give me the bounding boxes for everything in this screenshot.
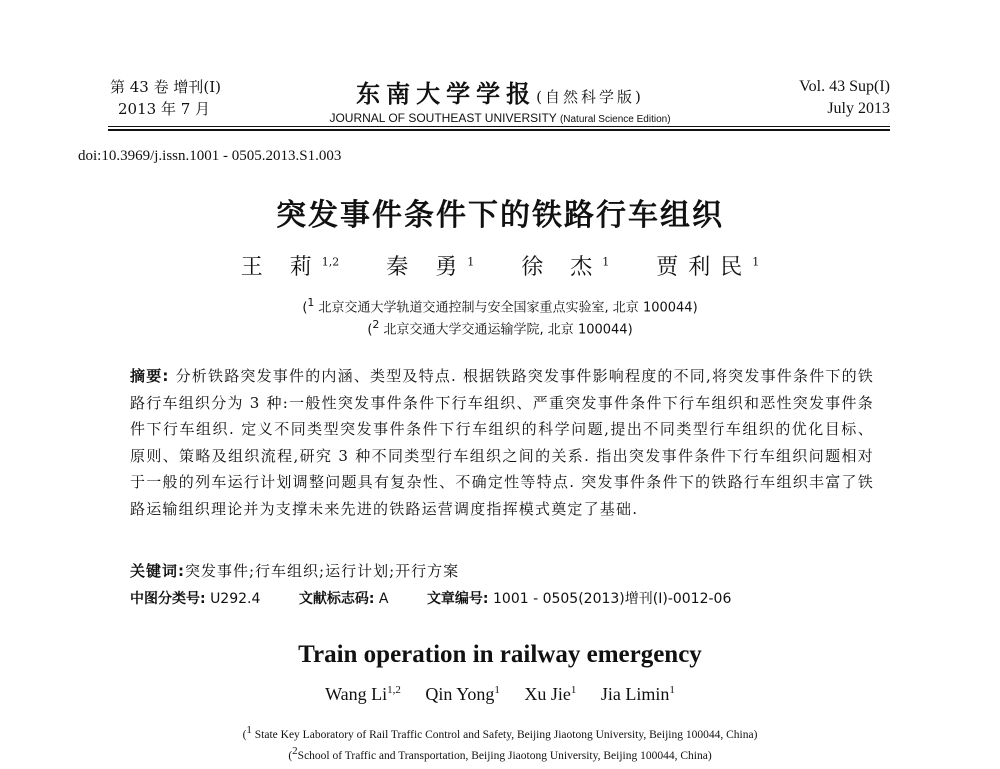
affiliation-en-1: ($^1$ State Key Laboratory of Rail Traffic Control and Safety, Beijing Jiaotong University, Beijing 100044, China) — [242, 724, 758, 741]
paper-title-cn: 突发事件条件下的铁路行车组织 — [276, 198, 724, 233]
journal-edition-en: (Natural Science Edition) — [559, 114, 671, 125]
keywords-text: 突发事件;行车组织;运行计划;开行方案 — [185, 562, 460, 580]
doi: doi:10.3969/j.issn.1001 - 0505.2013.S1.003 — [78, 148, 342, 164]
article-no-value: 1001 - 0505(2013)增刊(I)-0012-06 — [493, 591, 732, 607]
abstract-label: 摘要: — [130, 367, 170, 385]
header-date-cn: 2013 年 7 月 — [118, 100, 211, 118]
journal-name-en: JOURNAL OF SOUTHEAST UNIVERSITY — [329, 111, 557, 125]
author-en: Jia Limin$^1$ — [600, 684, 675, 704]
author-cn: 贾利民$^1$ — [656, 255, 760, 280]
author-cn: 秦 勇$^1$ — [386, 255, 475, 280]
clc-value: U292.4 — [210, 591, 261, 607]
journal-edition-cn: (自然科学版) — [536, 88, 644, 106]
author-en: Qin Yong$^1$ — [425, 684, 500, 704]
doc-code-label: 文献标志码: — [298, 591, 375, 607]
classification-line — [130, 588, 731, 608]
header-volume-en: Vol. 43 Sup(I) — [799, 78, 890, 95]
journal-name-cn: 东南大学学报 — [356, 79, 537, 108]
keywords-label: 关键词: — [130, 562, 185, 580]
paper-title-en: Train operation in railway emergency — [298, 641, 702, 668]
affiliation-cn-1: ($^1$ 北京交通大学轨道交通控制与安全国家重点实验室, 北京 100044) — [302, 296, 698, 316]
doc-code-value: A — [378, 591, 389, 607]
article-no-label: 文章编号: — [426, 591, 489, 607]
author-en: Wang Li$^{1,2}$ — [325, 684, 401, 704]
affiliation-en-2: ($^2$School of Traffic and Transportation, Beijing Jiaotong University, Beijing 100044, China) — [288, 745, 712, 762]
header-volume-cn: 第 43 卷 增刊(I) — [110, 78, 222, 96]
authors-cn — [0, 250, 1000, 281]
authors-en — [0, 684, 1000, 705]
author-cn: 王 莉$^{1,2}$ — [240, 255, 340, 280]
header-rule-thick — [108, 129, 890, 131]
abstract — [130, 363, 874, 522]
affiliation-cn-2: ($^2$ 北京交通大学交通运输学院, 北京 100044) — [367, 318, 633, 338]
header-rule-thin — [108, 126, 890, 127]
author-en: Xu Jie$^1$ — [524, 684, 577, 704]
clc-label: 中图分类号: — [130, 591, 206, 607]
abstract-text: 分析铁路突发事件的内涵、类型及特点. 根据铁路突发事件影响程度的不同,将突发事件条件下的铁路行车组织分为 3 种:一般性突发事件条件下行车组织、严重突发事件条件下行车组织和恶性突发事件条件下行车组织. 定义不同类型突发事件条件下行车组织的科学问题,提出不同类型行车组织的优化目标、原则、策略及组织流程,研究 3 种不同类型行车组织之间的关系. 指出突发事件条件下行车组织问题相对于一般的列车运行计划调整问题具有复杂性、不确定性等特点. 突发事件条件下的铁路行车组织丰富了铁路运输组织理论并为支撑未来先进的铁路运营调度指挥模式奠定了基础. — [130, 367, 875, 518]
author-cn: 徐 杰$^1$ — [521, 255, 610, 280]
header-date-en: July 2013 — [827, 100, 890, 117]
keywords — [130, 560, 459, 581]
header-volume-info-en — [799, 76, 890, 120]
